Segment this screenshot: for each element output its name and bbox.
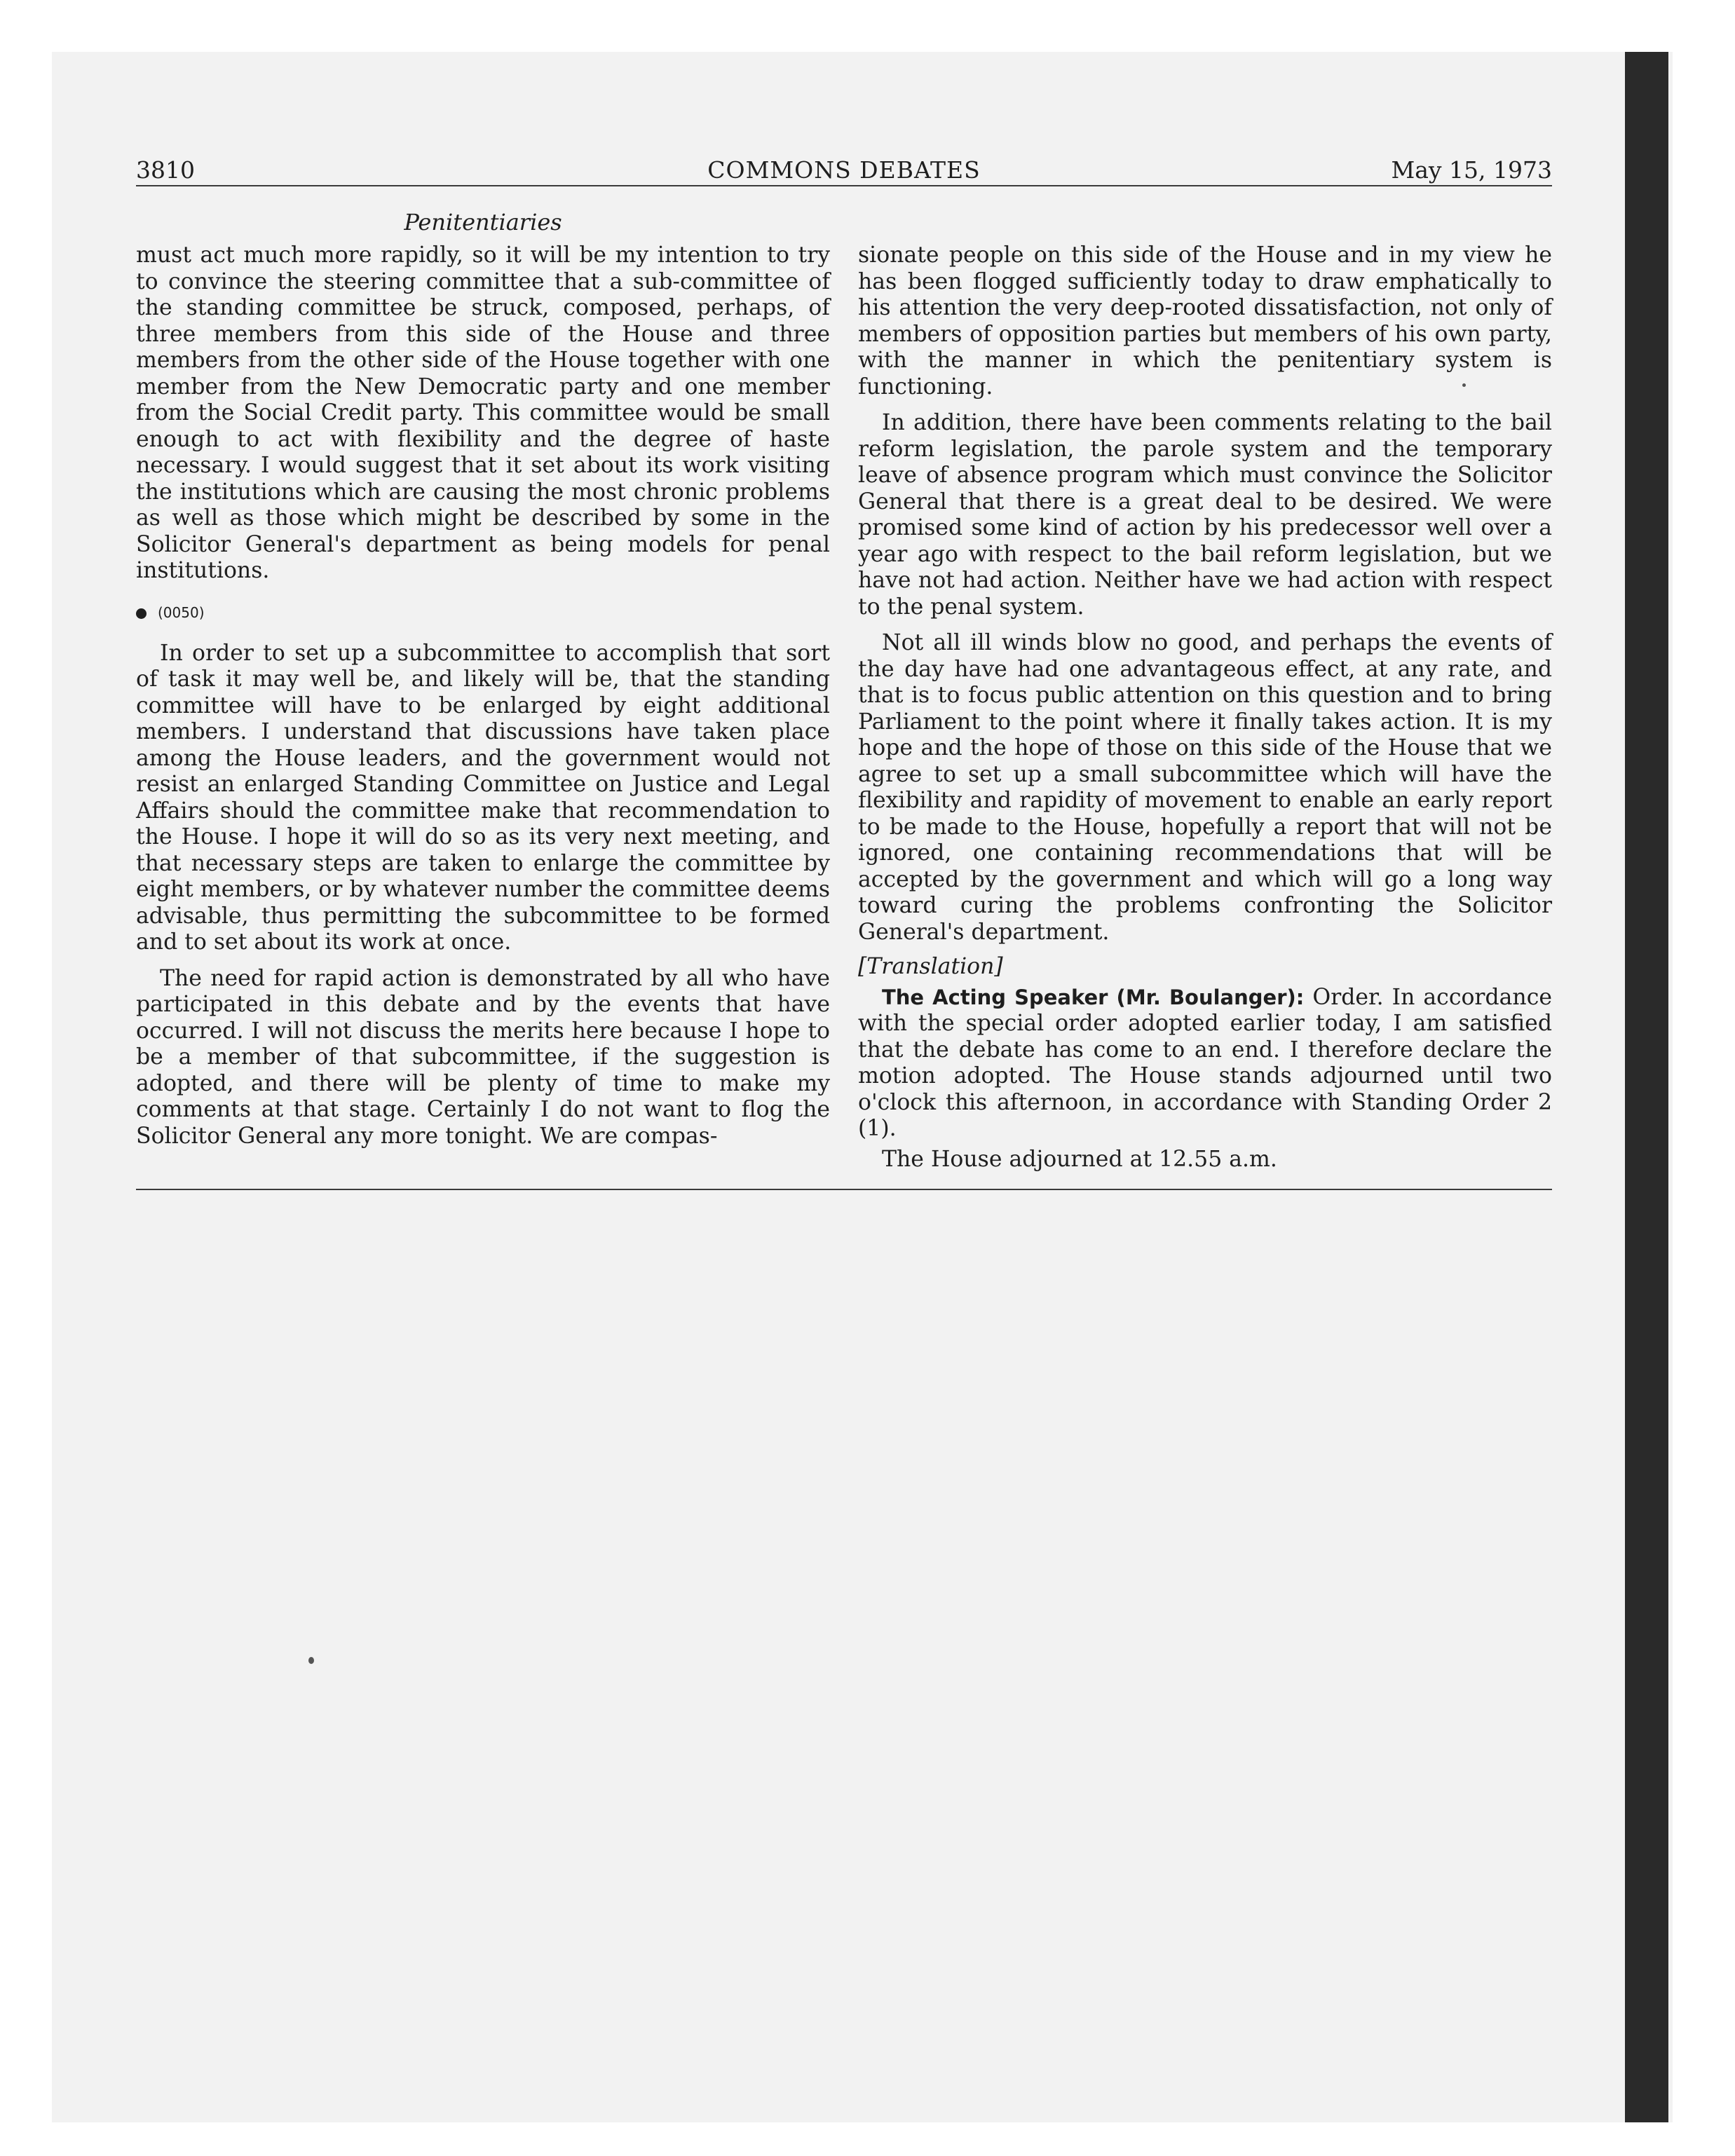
paragraph: Not all ill winds blow no good, and perhaps the events of the day have had one advantageous effect, at any rate, and that is to focus public attention on this question and to bring Parliament to the point where it finally takes action. It is my hope and the hope of those on this side of the House that we agree to set up a small subcommittee which will have the flexibility and rapidity of movement to enable an early report to be made to the House, hopefully a report that will not be ignored, one containing recommendations that will be accepted by the government and which will go a long way toward curing the problems confronting the Solicitor General's department.	[858, 630, 1552, 945]
scan-speck	[1462, 383, 1466, 387]
speaker-name: The Acting Speaker (Mr. Boulanger):	[882, 985, 1305, 1009]
time-marker	[136, 599, 830, 627]
scan-speck	[308, 1657, 314, 1664]
bullet-icon	[136, 608, 147, 619]
section-title: Penitentiaries	[404, 209, 562, 236]
right-column	[858, 243, 1552, 1177]
publication-date: May 15, 1973	[1391, 156, 1552, 184]
paragraph: In order to set up a subcommittee to accomplish that sort of task it may well be, and likely will be, that the standing committee will have to be enlarged by eight additional members. I understand that discussions have taken place among the House leaders, and the government would not resist an enlarged Standing Committee on Justice and Legal Affairs should the committee make that recommendation to the House. I hope it will do so as its very next meeting, and that necessary steps are taken to enlarge the committee by eight members, or by whatever number the committee deems advisable, thus permitting the subcommittee to be formed and to set about its work at once.	[136, 640, 830, 955]
left-column	[136, 243, 830, 1154]
page-header	[136, 153, 1552, 188]
paragraph: sionate people on this side of the House and in my view he has been flogged sufficiently today to draw emphatically to his attention the very deep-rooted dissatisfaction, not only of members of opposition parties but members of his own party, with the manner in which the penitentiary system is functioning.	[858, 243, 1552, 400]
speaker-text: Order. In accordance with the special order adopted earlier today, I am satisfied that the debate has come to an end. I therefore declare the motion adopted. The House stands adjourned until two o'clock this afternoon, in accordance with Standing Order 2 (1).	[858, 984, 1553, 1141]
time-marker-label: (0050)	[158, 603, 205, 621]
publication-title: COMMONS DEBATES	[707, 156, 981, 184]
scanner-edge	[1625, 52, 1668, 2122]
paragraph: The need for rapid action is demonstrated by all who have participated in this debate and by the events that have occurred. I will not discuss the merits here because I hope to be a member of that subcommittee, if the suggestion is adopted, and there will be plenty of time to make my comments at that stage. Certainly I do not want to flog the Solicitor General any more tonight. We are compas-	[136, 965, 830, 1149]
adjournment-line: The House adjourned at 12.55 a.m.	[882, 1146, 1277, 1172]
footer-rule	[136, 1189, 1552, 1190]
page-number: 3810	[136, 156, 195, 184]
header-rule	[136, 185, 1552, 186]
paragraph: In addition, there have been comments relating to the bail reform legislation, the parole system and the temporary leave of absence program which must convince the Solicitor General that there is a great deal to be desired. We were promised some kind of action by his predecessor well over a year ago with respect to the bail reform legislation, but we have not had action. Neither have we had action with respect to the penal system.	[858, 410, 1552, 620]
paragraph: must act much more rapidly, so it will be my intention to try to convince the steering committee that a sub-committee of the standing committee be struck, composed, perhaps, of three members from this side of the House and three members from the other side of the House together with one member from the New Democratic party and one member from the Social Credit party. This committee would be small enough to act with flexibility and the degree of haste necessary. I would suggest that it set about its work visiting the institutions which are causing the most chronic problems as well as those which might be described by some in the Solicitor General's department as being models for penal institutions.	[136, 243, 830, 583]
translation-label: [Translation]	[858, 954, 1003, 979]
speaker-paragraph	[858, 985, 1552, 1142]
